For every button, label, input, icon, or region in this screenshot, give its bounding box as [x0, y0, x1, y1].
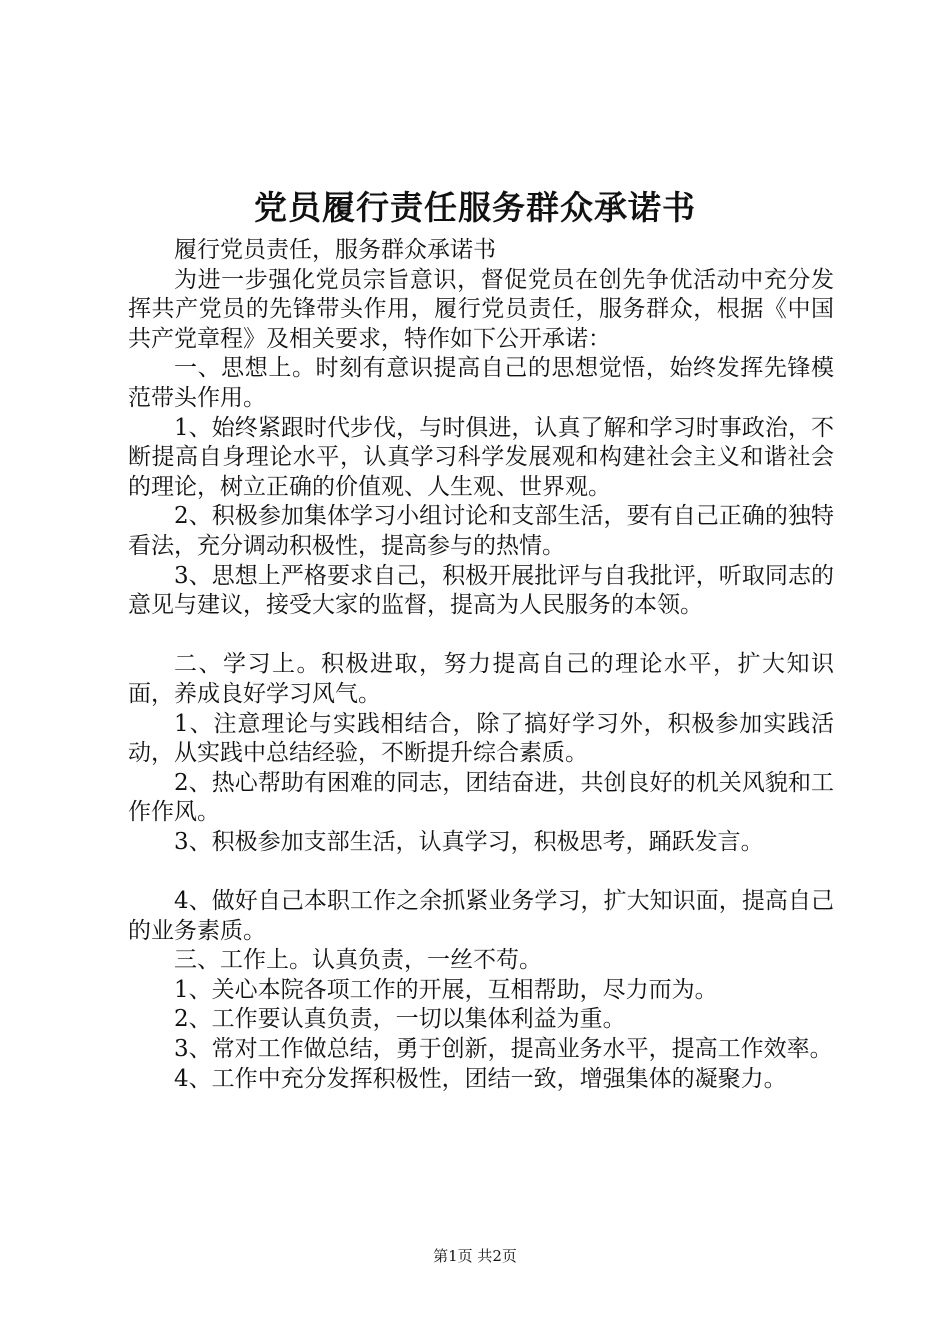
paragraph-study-3: 3、积极参加支部生活，认真学习，积极思考，踊跃发言。: [174, 828, 764, 855]
paragraph-thought-3: 3、思想上严格要求自己，积极开展批评与自我批评，听取同志的意见与建议，接受大家的监督，提高为人民服务的本领。: [128, 562, 834, 619]
section-heading-study: 二、学习上。积极进取，努力提高自己的理论水平，扩大知识面，养成良好学习风气。: [128, 651, 834, 707]
paragraph-intro: 为进一步强化党员宗旨意识，督促党员在创先争优活动中充分发挥共产党员的先锋带头作用，履行党员责任，服务群众，根据《中国共产党章程》及相关要求，特作如下公开承诺：: [128, 266, 834, 352]
document-body: [128, 236, 834, 1094]
paragraph-thought-1: 1、始终紧跟时代步伐，与时俱进，认真了解和学习时事政治，不断提高自身理论水平，认真学习科学发展观和构建社会主义和谐社会的理论，树立正确的价值观、人生观、世界观。: [128, 414, 834, 500]
blank-line: [128, 857, 834, 887]
paragraph-study-4: 4、做好自己本职工作之余抓紧业务学习，扩大知识面，提高自己的业务素质。: [128, 888, 834, 944]
section-heading-thought: 一、思想上。时刻有意识提高自己的思想觉悟，始终发挥先锋模范带头作用。: [128, 355, 834, 411]
paragraph-study-1: 1、注意理论与实践相结合，除了搞好学习外，积极参加实践活动，从实践中总结经验，不断提升综合素质。: [128, 710, 834, 767]
paragraph-study-2: 2、热心帮助有困难的同志，团结奋进，共创良好的机关风貌和工作作风。: [128, 769, 834, 826]
blank-line: [128, 621, 834, 651]
paragraph-work-3: 3、常对工作做总结，勇于创新，提高业务水平，提高工作效率。: [174, 1036, 833, 1063]
paragraph-subtitle: 履行党员责任，服务群众承诺书: [174, 237, 496, 263]
paragraph-work-1: 1、关心本院各项工作的开展，互相帮助，尽力而为。: [174, 976, 718, 1003]
document-title: 党员履行责任服务群众承诺书: [254, 188, 696, 227]
paragraph-thought-2: 2、积极参加集体学习小组讨论和支部生活，要有自己正确的独特看法，充分调动积极性，提高参与的热情。: [128, 503, 834, 559]
page-indicator: 第1页 共2页: [433, 1247, 517, 1265]
section-heading-work: 三、工作上。认真负责，一丝不苟。: [174, 947, 542, 974]
paragraph-work-4: 4、工作中充分发挥积极性，团结一致，增强集体的凝聚力。: [174, 1065, 787, 1092]
paragraph-work-2: 2、工作要认真负责，一切以集体利益为重。: [174, 1006, 626, 1033]
